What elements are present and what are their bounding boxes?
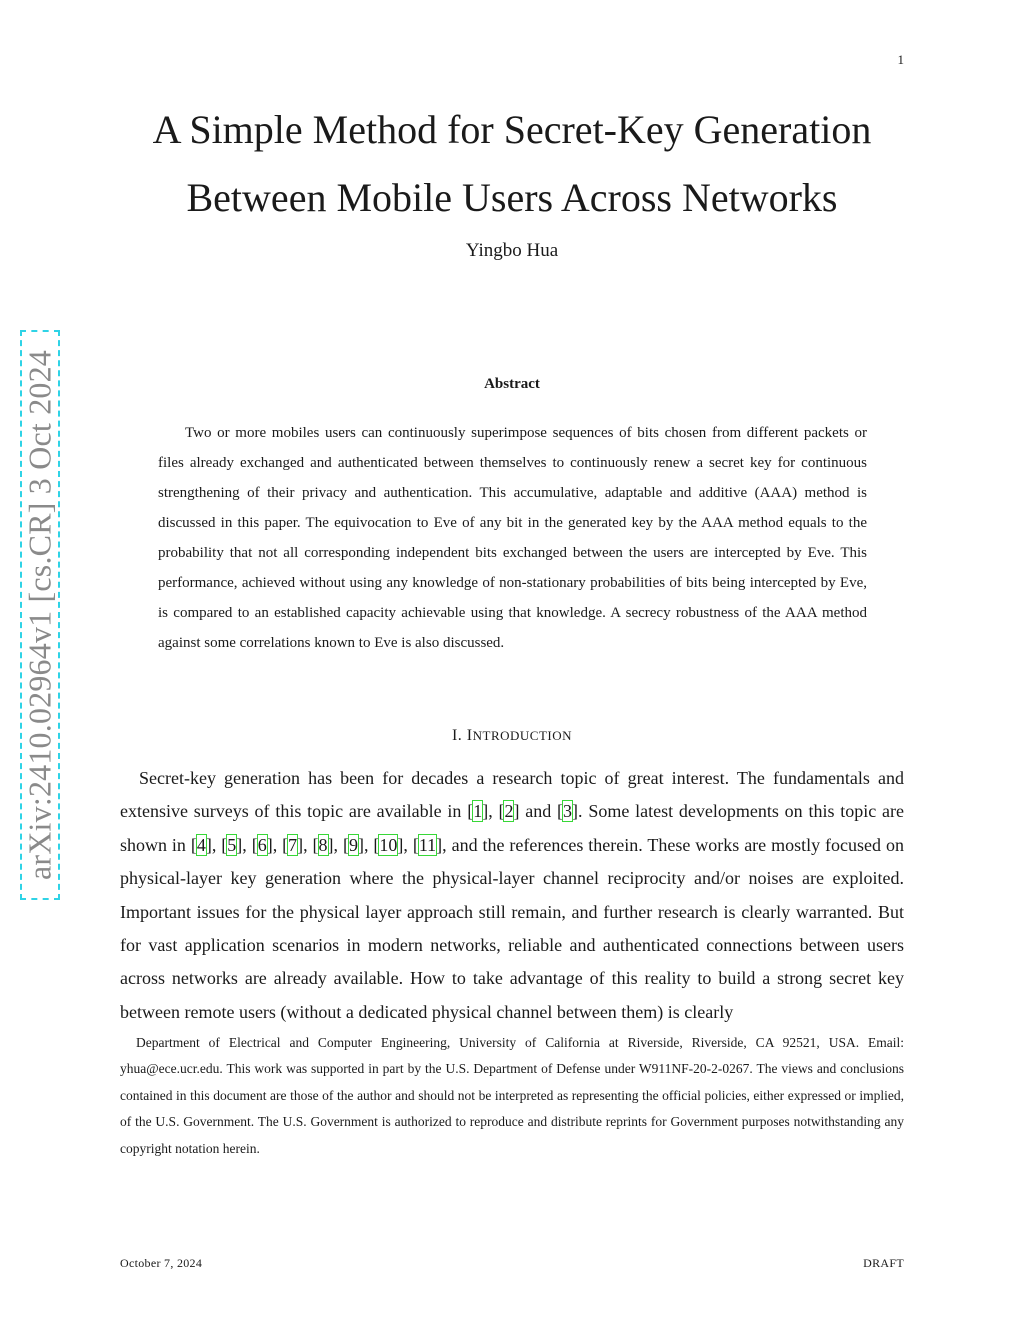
paper-title-line-2: Between Mobile Users Across Networks bbox=[186, 175, 838, 220]
citation-link-4[interactable]: 4 bbox=[196, 834, 206, 855]
intro-text: ], and the references therein. These works are mostly focused on physical-layer key generation where the physical-layer channel reciprocity and/or noises are exploited. Important issues for the physical layer approach still remain, and further research is clearly warranted. But for vast application scenarios in modern networks, reliable and authenticated connections between users across networks are already available. How to take advantage of this reality to build a strong secret key between remote users (without a dedicated physical channel between them) is clearly bbox=[120, 834, 904, 1022]
section-title-initial: I bbox=[466, 727, 473, 744]
paper-title-line-1: A Simple Method for Secret-Key Generation bbox=[152, 107, 872, 152]
author-name: Yingbo Hua bbox=[465, 240, 559, 261]
intro-text: ], [ bbox=[327, 834, 349, 855]
footer-date: October 7, 2024 bbox=[120, 1256, 203, 1270]
citation-link-7[interactable]: 7 bbox=[288, 834, 298, 855]
intro-text: ], [ bbox=[266, 834, 289, 855]
citation-link-3[interactable]: 3 bbox=[563, 801, 573, 822]
intro-text: ], [ bbox=[482, 801, 505, 822]
citation-link-9[interactable]: 9 bbox=[348, 834, 358, 855]
section-numeral: I. bbox=[451, 727, 463, 744]
citation-link-10[interactable]: 10 bbox=[379, 834, 398, 855]
intro-text: ], [ bbox=[357, 834, 380, 855]
paper-title bbox=[60, 96, 964, 232]
intro-text: ], [ bbox=[397, 834, 419, 855]
section-title-rest: NTRODUCTION bbox=[472, 728, 573, 743]
citation-link-1[interactable]: 1 bbox=[473, 801, 483, 822]
citation-link-5[interactable]: 5 bbox=[227, 834, 237, 855]
intro-text: ], [ bbox=[297, 834, 319, 855]
citation-link-11[interactable]: 11 bbox=[418, 834, 437, 855]
arxiv-identifier-text: arXiv:2410.02964v1 [cs.CR] 3 Oct 2024 bbox=[21, 349, 58, 881]
arxiv-identifier-link[interactable] bbox=[20, 330, 60, 900]
citation-link-6[interactable]: 6 bbox=[257, 834, 267, 855]
intro-text: ], [ bbox=[205, 834, 228, 855]
intro-text: ]. Some latest developments on this topic are shown in [ bbox=[120, 801, 904, 855]
page-number: 1 bbox=[897, 52, 904, 67]
citation-link-8[interactable]: 8 bbox=[318, 834, 328, 855]
abstract-heading: Abstract bbox=[484, 376, 540, 392]
introduction-paragraph bbox=[120, 762, 904, 1029]
affiliation-footnote: Department of Electrical and Computer Engineering, University of California at Riverside, Riverside, CA 92521, USA. Email: yhua@ece.ucr.edu. This work was supported in part by the U.S. Department of Defense under W911NF-20-2-0267. The views and conclusions contained in this document are those of the author and should not be interpreted as representing the official policies, either expressed or implied, of the U.S. Government. The U.S. Government is authorized to reproduce and distribute reprints for Government purposes notwithstanding any copyright notation herein. bbox=[120, 1035, 904, 1156]
citation-link-2[interactable]: 2 bbox=[504, 801, 514, 822]
section-heading-introduction bbox=[0, 727, 1024, 745]
intro-text: ] and [ bbox=[513, 801, 564, 822]
footer-draft-label: DRAFT bbox=[863, 1256, 904, 1270]
intro-text: Secret-key generation has been for decades a research topic of great interest. The fundamentals and extensive surveys of this topic are available in [ bbox=[120, 768, 904, 822]
intro-text: ], [ bbox=[236, 834, 258, 855]
abstract-body: Two or more mobiles users can continuously superimpose sequences of bits chosen from different packets or files already exchanged and authenticated between themselves to continuously renew a secret key for continuous strengthening of their privacy and authentication. This accumulative, adaptable and additive (AAA) method is discussed in this paper. The equivocation to Eve of any bit in the generated key by the AAA method equals to the probability that not all corresponding independent bits exchanged between the users are intercepted by Eve. This performance, achieved without using any knowledge of non-stationary probabilities of bits being intercepted by Eve, is compared to an established capacity achievable using that knowledge. A secrecy robustness of the AAA method against some correlations known to Eve is also discussed. bbox=[158, 425, 867, 651]
